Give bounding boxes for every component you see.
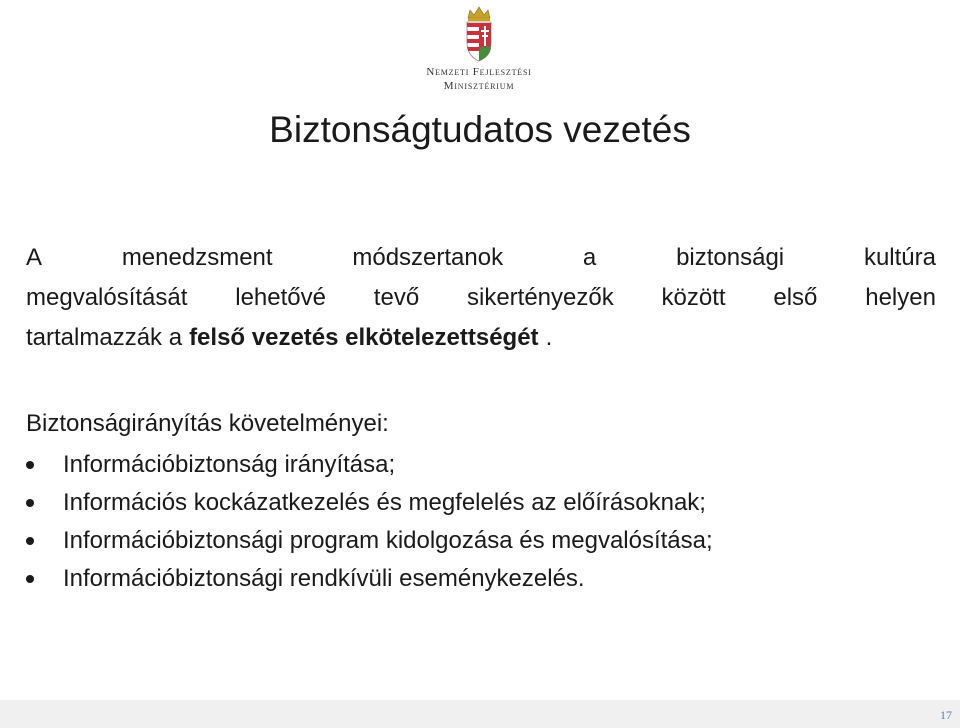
intro-word: a (582, 244, 597, 271)
intro-word: sikertényezők (466, 284, 614, 311)
bullet-icon (26, 537, 34, 545)
intro-line-1 (26, 238, 936, 278)
list-item (26, 446, 926, 484)
list-item-text: Információbiztonság irányítása; (63, 451, 396, 478)
intro-line-2 (26, 278, 936, 318)
list-item-text: Információs kockázatkezelés és megfelelés az előírásoknak; (63, 489, 706, 516)
list-item-text: Információbiztonsági rendkívüli eseménykezelés. (63, 565, 585, 592)
intro-period: . (545, 324, 553, 351)
intro-word: első (773, 284, 818, 311)
intro-word: módszertanok (352, 244, 504, 271)
list-item (26, 484, 926, 522)
intro-word: kultúra (863, 244, 936, 271)
intro-bold-text (189, 318, 559, 358)
page-number: 17 (940, 708, 952, 722)
ministry-logo (420, 6, 538, 94)
footer-bar (0, 700, 960, 728)
intro-word: tevő (373, 284, 420, 311)
intro-word: menedzsment (121, 244, 273, 271)
bullet-icon (26, 499, 34, 507)
intro-word: biztonsági (676, 244, 785, 271)
list-item (26, 560, 926, 598)
intro-word: helyen (865, 284, 936, 311)
intro-line-3 (26, 318, 936, 358)
logo-text-line2: Minisztérium (443, 80, 515, 92)
requirements-heading: Biztonságirányítás követelményei: (26, 410, 389, 437)
list-item-text: Információbiztonsági program kidolgozása és megvalósítása; (63, 527, 713, 554)
intro-word: között (661, 284, 726, 311)
intro-paragraph (26, 238, 936, 358)
bullet-icon (26, 575, 34, 583)
list-item (26, 522, 926, 560)
intro-text: tartalmazzák a (26, 324, 183, 351)
intro-word: A (26, 244, 43, 271)
slide-title: Biztonságtudatos vezetés (269, 109, 691, 150)
bullet-icon (26, 461, 34, 469)
logo-text-line1: Nemzeti Fejlesztési (426, 66, 532, 78)
intro-bold-phrase: felső vezetés elkötelezettségét (189, 324, 539, 351)
coat-of-arms-icon (459, 6, 499, 62)
intro-word: lehetővé (235, 284, 326, 311)
intro-word: megvalósítását (26, 284, 188, 311)
requirements-list (26, 446, 926, 598)
